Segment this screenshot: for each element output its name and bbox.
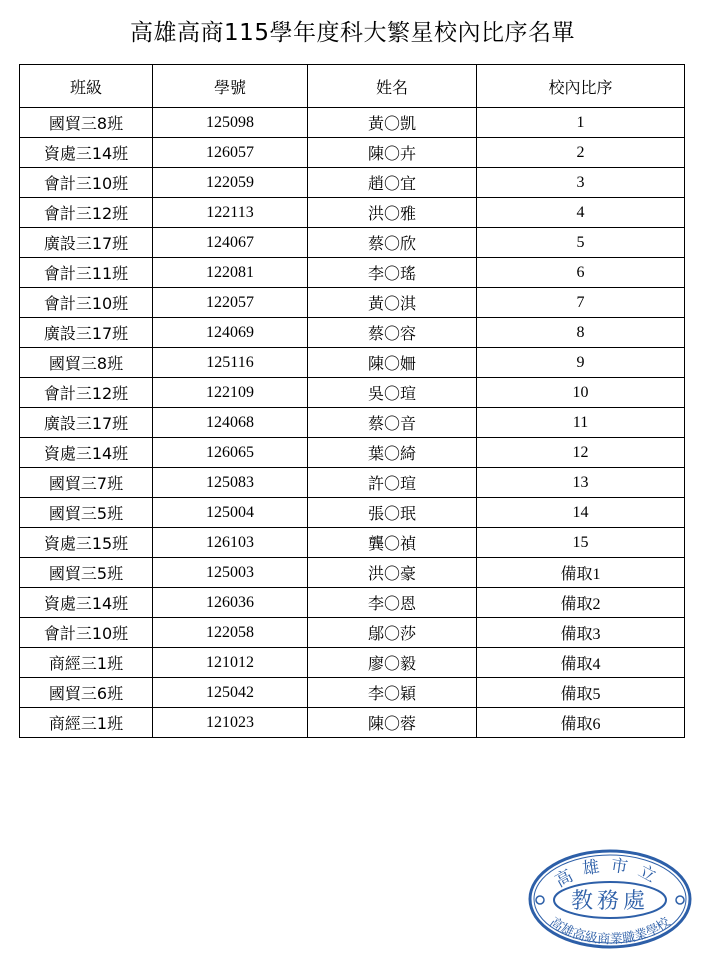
cell-student-id: 121012 [153, 648, 308, 678]
cell-student-id: 122058 [153, 618, 308, 648]
table-row [20, 258, 685, 288]
cell-rank: 備取5 [477, 678, 685, 708]
cell-class: 國貿三5班 [20, 558, 153, 588]
cell-class: 廣設三17班 [20, 408, 153, 438]
cell-rank: 11 [477, 408, 685, 438]
cell-class: 國貿三7班 [20, 468, 153, 498]
cell-rank: 8 [477, 318, 685, 348]
cell-rank: 備取4 [477, 648, 685, 678]
table-row [20, 348, 685, 378]
cell-name: 李〇瑤 [308, 258, 477, 288]
header-name: 姓名 [308, 65, 477, 108]
cell-name: 趙〇宜 [308, 168, 477, 198]
cell-class: 商經三1班 [20, 648, 153, 678]
cell-student-id: 122109 [153, 378, 308, 408]
svg-text:高雄高級商業職業學校: 高雄高級商業職業學校 [546, 914, 674, 948]
cell-student-id: 125098 [153, 108, 308, 138]
cell-class: 會計三11班 [20, 258, 153, 288]
cell-name: 葉〇綺 [308, 438, 477, 468]
cell-rank: 備取1 [477, 558, 685, 588]
cell-rank: 備取2 [477, 588, 685, 618]
cell-class: 國貿三6班 [20, 678, 153, 708]
cell-student-id: 122059 [153, 168, 308, 198]
svg-text:教務處: 教務處 [570, 889, 650, 914]
cell-class: 商經三1班 [20, 708, 153, 738]
cell-rank: 6 [477, 258, 685, 288]
cell-name: 陳〇卉 [308, 138, 477, 168]
cell-name: 廖〇毅 [308, 648, 477, 678]
cell-name: 蔡〇欣 [308, 228, 477, 258]
cell-class: 國貿三8班 [20, 348, 153, 378]
cell-name: 張〇珉 [308, 498, 477, 528]
ranking-table [19, 64, 685, 738]
cell-student-id: 122081 [153, 258, 308, 288]
cell-class: 資處三15班 [20, 528, 153, 558]
cell-student-id: 122057 [153, 288, 308, 318]
cell-student-id: 126065 [153, 438, 308, 468]
cell-rank: 9 [477, 348, 685, 378]
cell-rank: 7 [477, 288, 685, 318]
table-row [20, 498, 685, 528]
cell-student-id: 126103 [153, 528, 308, 558]
cell-student-id: 122113 [153, 198, 308, 228]
cell-student-id: 125004 [153, 498, 308, 528]
header-class: 班級 [20, 65, 153, 108]
cell-student-id: 126057 [153, 138, 308, 168]
document-title: 高雄高商115學年度科大繁星校內比序名單 [130, 20, 575, 46]
table-row [20, 678, 685, 708]
table-row [20, 228, 685, 258]
svg-text:高雄市立: 高雄市立 [551, 855, 669, 892]
cell-name: 洪〇豪 [308, 558, 477, 588]
cell-class: 會計三12班 [20, 378, 153, 408]
cell-student-id: 124069 [153, 318, 308, 348]
seal-icon [527, 848, 693, 950]
table-row [20, 168, 685, 198]
cell-name: 李〇穎 [308, 678, 477, 708]
table-header-row [20, 65, 685, 108]
cell-student-id: 124067 [153, 228, 308, 258]
cell-class: 會計三10班 [20, 618, 153, 648]
cell-name: 吳〇瑄 [308, 378, 477, 408]
table-row [20, 378, 685, 408]
table-row [20, 468, 685, 498]
cell-student-id: 125042 [153, 678, 308, 708]
table-row [20, 198, 685, 228]
cell-class: 會計三12班 [20, 198, 153, 228]
cell-class: 會計三10班 [20, 168, 153, 198]
cell-rank: 備取3 [477, 618, 685, 648]
cell-name: 蔡〇音 [308, 408, 477, 438]
cell-name: 黃〇淇 [308, 288, 477, 318]
cell-name: 黃〇凱 [308, 108, 477, 138]
official-seal-stamp [527, 848, 693, 950]
cell-name: 李〇恩 [308, 588, 477, 618]
cell-rank: 1 [477, 108, 685, 138]
cell-student-id: 124068 [153, 408, 308, 438]
cell-student-id: 121023 [153, 708, 308, 738]
cell-class: 廣設三17班 [20, 318, 153, 348]
cell-name: 鄔〇莎 [308, 618, 477, 648]
cell-class: 資處三14班 [20, 438, 153, 468]
cell-name: 陳〇姍 [308, 348, 477, 378]
header-student-id: 學號 [153, 65, 308, 108]
table-row [20, 408, 685, 438]
cell-class: 資處三14班 [20, 588, 153, 618]
table-row [20, 438, 685, 468]
cell-rank: 10 [477, 378, 685, 408]
header-rank: 校內比序 [477, 65, 685, 108]
cell-class: 會計三10班 [20, 288, 153, 318]
cell-student-id: 125003 [153, 558, 308, 588]
cell-rank: 5 [477, 228, 685, 258]
cell-rank: 15 [477, 528, 685, 558]
cell-rank: 3 [477, 168, 685, 198]
cell-name: 洪〇雅 [308, 198, 477, 228]
cell-name: 陳〇蓉 [308, 708, 477, 738]
table-row [20, 648, 685, 678]
cell-name: 許〇瑄 [308, 468, 477, 498]
table-row [20, 108, 685, 138]
table-row [20, 318, 685, 348]
cell-rank: 備取6 [477, 708, 685, 738]
cell-student-id: 125116 [153, 348, 308, 378]
table-row [20, 138, 685, 168]
cell-class: 資處三14班 [20, 138, 153, 168]
cell-class: 廣設三17班 [20, 228, 153, 258]
cell-name: 龔〇禎 [308, 528, 477, 558]
cell-rank: 4 [477, 198, 685, 228]
cell-class: 國貿三5班 [20, 498, 153, 528]
cell-rank: 13 [477, 468, 685, 498]
table-row [20, 708, 685, 738]
cell-rank: 12 [477, 438, 685, 468]
table-row [20, 288, 685, 318]
table-row [20, 558, 685, 588]
cell-class: 國貿三8班 [20, 108, 153, 138]
cell-rank: 14 [477, 498, 685, 528]
cell-rank: 2 [477, 138, 685, 168]
table-row [20, 588, 685, 618]
table-row [20, 528, 685, 558]
table-row [20, 618, 685, 648]
cell-student-id: 125083 [153, 468, 308, 498]
cell-student-id: 126036 [153, 588, 308, 618]
cell-name: 蔡〇容 [308, 318, 477, 348]
